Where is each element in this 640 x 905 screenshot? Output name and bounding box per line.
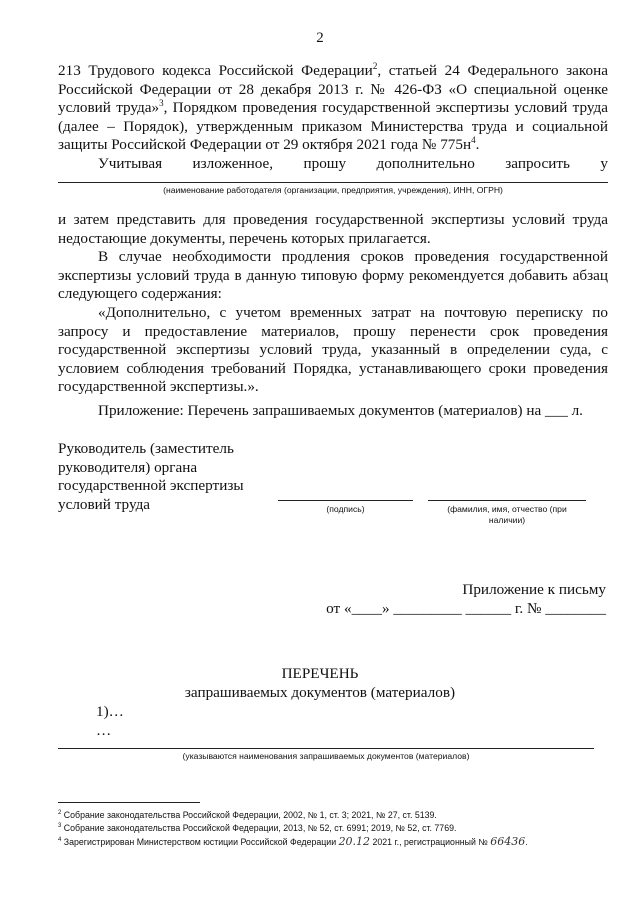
- signature-caption: (подпись): [326, 504, 365, 514]
- appendix-date-line: от «____» _________ ______ г. № ________: [326, 600, 606, 617]
- signer-line-2: руководителя) органа: [58, 458, 198, 476]
- page-number: 2: [316, 30, 324, 46]
- list-item-2: …: [96, 722, 112, 739]
- intro-paragraph: [58, 62, 608, 155]
- extension-note-paragraph: В случае необходимости продления сроков проведения государственной экспертизы условий труда в данную типовую форму рекомендуется добавить абзац следующего содержания:: [58, 248, 608, 303]
- intro-line-1: 213 Трудового кодекса Российской Федерации$^2$, статьей 24 Федерального закона: [58, 60, 608, 79]
- signer-line-1: Руководитель (заместитель: [58, 440, 234, 457]
- name-line: [428, 500, 586, 501]
- footnote-separator: [58, 802, 200, 803]
- list-title: ПЕРЕЧЕНЬ: [281, 665, 359, 682]
- list-caption: (указываются наименования запрашиваемых документов (материалов): [182, 751, 470, 761]
- list-underline: [58, 748, 594, 749]
- signer-line-4: условий труда: [58, 495, 151, 513]
- list-item-1: 1)…: [96, 703, 124, 720]
- employer-underline: [58, 182, 608, 183]
- intro-line-3: условий труда»$^3$, Порядком проведения государственной экспертизы условий труда: [58, 98, 608, 117]
- intro-line-2: Российской Федерации от 28 декабря 2013 г. № 426-ФЗ «О специальной оценке: [58, 80, 608, 98]
- appendix-title: Приложение к письму: [462, 581, 606, 598]
- footnote-2: $^2$ Собрание законодательства Российской Федерации, 2002, № 1, ст. 3; 2021, № 27, ст. 5139.: [58, 810, 437, 820]
- signature-line: [278, 500, 413, 501]
- intro-line-4: (далее – Порядок), утвержденным приказом Министерства труда и социальной: [58, 117, 608, 135]
- request-line: Учитывая изложенное, прошу дополнительно запросить у: [98, 155, 608, 172]
- footnote-3: $^3$ Собрание законодательства Российской Федерации, 2013, № 52, ст. 6991; 2019, № 52, ст. 7769.: [58, 823, 457, 833]
- handwritten-date: 20.12: [338, 835, 371, 848]
- signer-title: [58, 440, 288, 514]
- name-caption: (фамилия, имя, отчество (при наличии): [447, 504, 567, 525]
- list-subtitle: запрашиваемых документов (материалов): [184, 684, 456, 701]
- signer-line-3: государственной экспертизы: [58, 477, 244, 495]
- quoted-paragraph: «Дополнительно, с учетом временных затрат на почтовую переписку по запросу и предоставление материалов, прошу перенести срок проведения государственной экспертизы условий труда, указанный в определении суда, с условием соблюдения требований Порядка, устанавливающего сроки проведения государственной экспертизы.».: [58, 304, 608, 396]
- handwritten-reg-number: 66436: [490, 835, 526, 848]
- footnote-4: $^4$ Зарегистрирован Министерством юстиции Российской Федерации 20.12 2021 г., регистрационный № 66436.: [58, 835, 528, 848]
- attachment-line: Приложение: Перечень запрашиваемых документов (материалов) на ___ л.: [98, 402, 583, 419]
- intro-line-5: защиты Российской Федерации от 29 октября 2021 года № $775н^4$.: [58, 135, 480, 154]
- employer-caption: (наименование работодателя (организации, предприятия, учреждения), ИНН, ОГРН): [163, 185, 503, 195]
- continuation-paragraph: и затем представить для проведения государственной экспертизы условий труда недостающие документы, перечень которых прилагается.: [58, 211, 608, 247]
